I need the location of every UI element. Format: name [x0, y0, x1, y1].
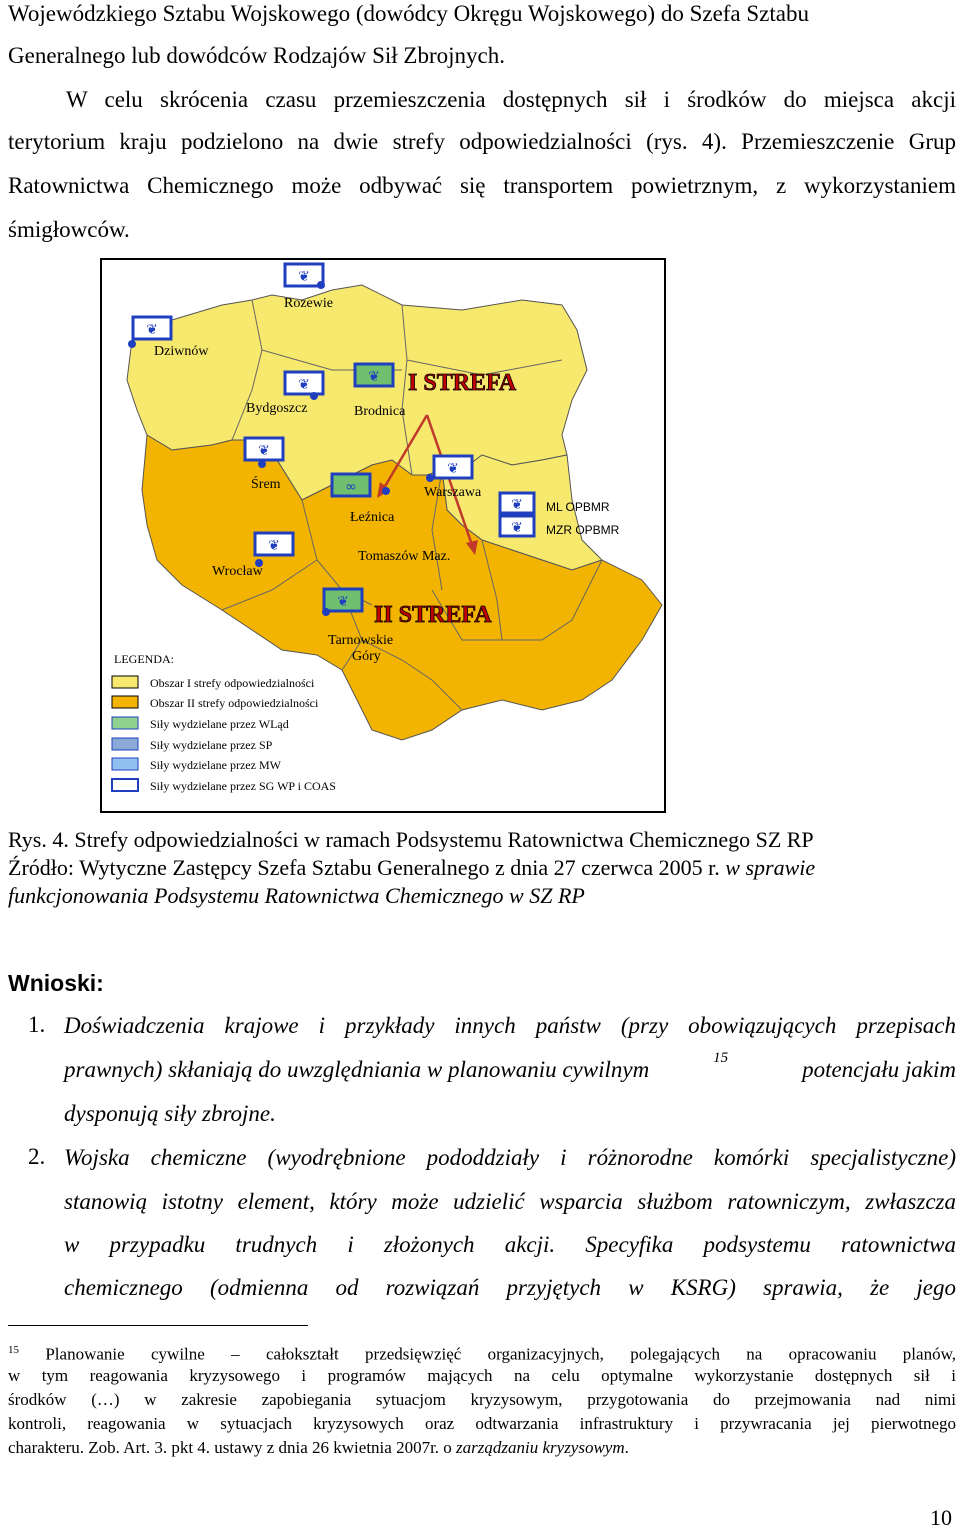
legend-swatch-zone2 — [112, 696, 138, 708]
label-ml-opbmr: ML OPBMR — [546, 500, 610, 514]
marker-glyph: ∞ — [345, 479, 357, 495]
zone-2-label: II STREFA — [374, 602, 492, 628]
legend-swatch-sg — [112, 779, 138, 791]
label-tarnowskie-line1: Tarnowskie — [328, 633, 394, 648]
label-warszawa: Warszawa — [424, 485, 482, 500]
conclusion-number: 2. — [28, 1144, 46, 1169]
footnote-separator — [8, 1325, 308, 1326]
label-rozewie: Rozewie — [284, 296, 333, 311]
legend-title: LEGENDA: — [114, 652, 174, 666]
marker-glyph: ❦ — [447, 461, 459, 477]
marker-glyph: ❦ — [258, 443, 270, 459]
marker-glyph: ❦ — [368, 369, 380, 385]
conclusion-1-text: potencjału jakim — [802, 1057, 956, 1082]
legend-item: Siły wydzielane przez SP — [150, 738, 273, 752]
legend-swatch-wlad — [112, 717, 138, 729]
legend-swatch-mw — [112, 758, 138, 770]
location-dot — [128, 340, 136, 348]
label-dziwnow: Dziwnów — [154, 344, 209, 359]
legend-swatch-sp — [112, 738, 138, 750]
footnote-act-title: zarządzaniu kryzysowym — [456, 1438, 625, 1457]
source-title-start: w sprawie — [725, 855, 816, 880]
footnote-line: w tym reagowania kryzysowego i programów mających na celu optymalne wykorzystanie dostępnych sił i — [8, 1366, 956, 1385]
legend-item: Siły wydzielane przez SG WP i COAS — [150, 779, 336, 793]
marker-glyph: ❦ — [268, 538, 280, 554]
conclusion-2-line: w przypadku trudnych i złożonych akcji. Specyfika podsystemu ratownictwa — [64, 1232, 956, 1257]
label-tomaszow: Tomaszów Maz. — [358, 549, 451, 564]
response-zones-map — [100, 258, 666, 813]
footnote-line: kontroli, reagowania w sytuacjach kryzysowych oraz odtwarzania infrastruktury i przywracania jej pierwotnego — [8, 1414, 956, 1433]
conclusion-2-line: chemicznego (odmienna od rozwiązań przyjętych w KSRG) sprawia, że jego — [64, 1275, 956, 1300]
legend-item: Siły wydzielane przez WLąd — [150, 717, 289, 731]
location-dot — [426, 474, 434, 482]
conclusion-2-line: Wojska chemiczne (wyodrębnione pododdziały i różnorodne komórki specjalistyczne) — [64, 1145, 956, 1170]
footnote-text: charakteru. Zob. Art. 3. pkt 4. ustawy z dnia 26 kwietnia 2007r. o — [8, 1438, 457, 1457]
footnote-text: . — [624, 1438, 629, 1457]
poland-map-svg — [102, 260, 664, 811]
body-text-line: Ratownictwa Chemicznego może odbywać się transportem powietrznym, z wykorzystaniem — [8, 173, 956, 198]
marker-glyph: ❦ — [511, 520, 523, 536]
conclusion-1-line: dysponują siły zbrojne. — [64, 1101, 276, 1126]
body-text-line: śmigłowców. — [8, 217, 130, 242]
label-wroclaw: Wrocław — [212, 564, 263, 579]
label-srem: Śrem — [251, 477, 281, 492]
marker-glyph: ❦ — [146, 322, 158, 338]
page-number: 10 — [930, 1505, 952, 1530]
conclusion-1-text: prawnych) skłaniają do uwzględniania w planowaniu cywilnym — [64, 1057, 650, 1082]
label-brodnica: Brodnica — [354, 404, 406, 419]
footnote-number: 15 — [8, 1344, 19, 1356]
label-mzr-opbmr: MZR OPBMR — [546, 523, 620, 537]
location-dot — [382, 487, 390, 495]
footnote-line: środków (…) w zakresie zapobiegania sytuacjom kryzysowym, przygotowania do przejmowania nad nimi — [8, 1390, 956, 1409]
zone-1-label: I STREFA — [408, 370, 517, 396]
legend — [102, 652, 382, 811]
marker-glyph: ❦ — [511, 497, 523, 513]
figure-source-cont: funkcjonowania Podsystemu Ratownictwa Chemicznego w SZ RP — [8, 883, 585, 908]
figure-caption: Rys. 4. Strefy odpowiedzialności w ramach Podsystemu Ratownictwa Chemicznego SZ RP — [8, 827, 814, 852]
conclusion-1-line: Doświadczenia krajowe i przykłady innych państw (przy obowiązujących przepisach — [64, 1013, 956, 1038]
body-text-line: terytorium kraju podzielono na dwie strefy odpowiedzialności (rys. 4). Przemieszczenie Grup — [8, 129, 956, 154]
location-dot — [322, 608, 330, 616]
footnote-text: Planowanie cywilne – całokształt przedsięwzięć organizacyjnych, polegających na opracowaniu planów, — [45, 1344, 956, 1364]
body-text-line: Wojewódzkiego Sztabu Wojskowego (dowódcy Okręgu Wojskowego) do Szefa Sztabu — [8, 1, 809, 26]
conclusions-heading: Wnioski: — [8, 970, 104, 996]
conclusion-1-line — [64, 1050, 956, 1084]
body-text-line: Generalnego lub dowódców Rodzajów Sił Zbrojnych. — [8, 43, 505, 68]
marker-glyph: ❦ — [337, 594, 349, 610]
location-dot — [310, 392, 318, 400]
legend-swatch-zone1 — [112, 676, 138, 688]
legend-item: Obszar I strefy odpowiedzialności — [150, 676, 315, 690]
legend-item: Obszar II strefy odpowiedzialności — [150, 696, 319, 710]
marker-glyph: ❦ — [298, 377, 310, 393]
location-dot — [258, 460, 266, 468]
label-tarnowskie-line2: Góry — [352, 649, 381, 664]
source-text: Źródło: Wytyczne Zastępcy Szefa Sztabu Generalnego z dnia 27 czerwca 2005 r. — [8, 855, 726, 880]
label-bydgoszcz: Bydgoszcz — [246, 401, 308, 416]
conclusion-number: 1. — [28, 1012, 46, 1037]
label-leznica: Łeźnica — [350, 510, 395, 525]
footnote-line — [8, 1338, 956, 1367]
figure-source — [8, 854, 815, 882]
conclusion-2-line: stanowią istotny element, który może udzielić wsparcia służbom ratowniczym, zwłaszcza — [64, 1189, 956, 1214]
footnote-line — [8, 1436, 956, 1460]
marker-glyph: ❦ — [298, 269, 310, 285]
body-text-line: W celu skrócenia czasu przemieszczenia dostępnych sił i środków do miejsca akcji — [66, 87, 956, 112]
legend-item: Siły wydzielane przez MW — [150, 758, 281, 772]
footnote-ref: 15 — [713, 1050, 729, 1066]
location-dot — [317, 281, 325, 289]
